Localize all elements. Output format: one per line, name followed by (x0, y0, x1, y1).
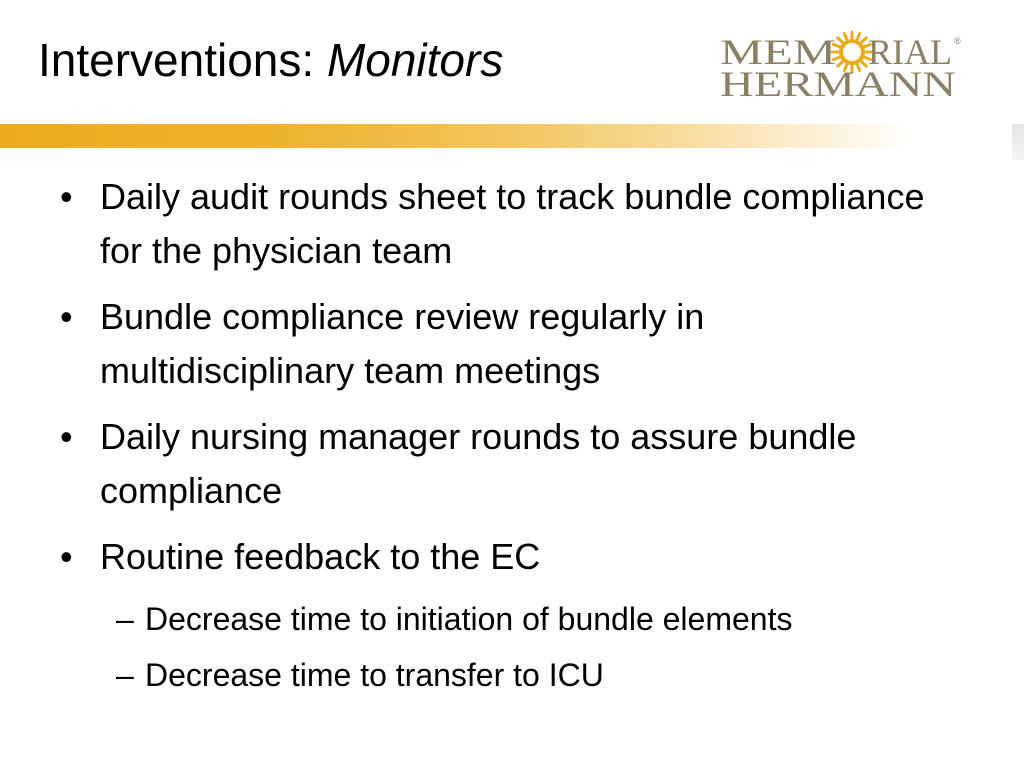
title-italic-text: Monitors (326, 34, 504, 86)
sub-bullet-marker: – (116, 657, 134, 693)
sun-ray (862, 38, 866, 42)
bullet-text: Daily nursing manager rounds to assure bundle compliance (100, 416, 857, 511)
sub-bullet-text: Decrease time to transfer to ICU (145, 657, 604, 693)
bullet-item (0, 410, 930, 518)
sun-ray (857, 34, 859, 40)
bullet-list (0, 170, 1024, 708)
sub-bullet-text: Decrease time to initiation of bundle elements (145, 601, 793, 637)
slide-edge-shadow (1012, 124, 1024, 160)
sub-bullet-item (0, 652, 1005, 698)
bullet-marker: • (60, 536, 73, 577)
logo-text-line1-part2: RIAL (868, 32, 952, 72)
logo-text-line2: HERMANN (720, 64, 956, 104)
bullet-text: Bundle compliance review regularly in multidisciplinary team meetings (100, 296, 705, 391)
bullet-text: Daily audit rounds sheet to track bundle compliance for the physician team (100, 176, 925, 271)
slide-title (38, 30, 503, 90)
sub-bullet-marker: – (116, 601, 134, 637)
bullet-marker: • (60, 296, 73, 337)
bullet-item (0, 530, 930, 584)
registered-mark: ® (954, 36, 961, 46)
logo-text-line1-part1: MEM (720, 32, 836, 72)
bullet-item (0, 290, 930, 398)
accent-band (0, 124, 910, 148)
logo-graphic (716, 24, 966, 104)
memorial-hermann-logo (716, 24, 966, 104)
title-text: Interventions: (38, 34, 327, 86)
sun-ray (844, 34, 846, 40)
bullet-marker: • (60, 176, 73, 217)
bullet-text: Routine feedback to the EC (100, 536, 541, 577)
bullet-item (0, 170, 930, 278)
sub-bullet-item (0, 596, 1005, 642)
bullet-marker: • (60, 416, 73, 457)
sun-ray (838, 38, 842, 42)
